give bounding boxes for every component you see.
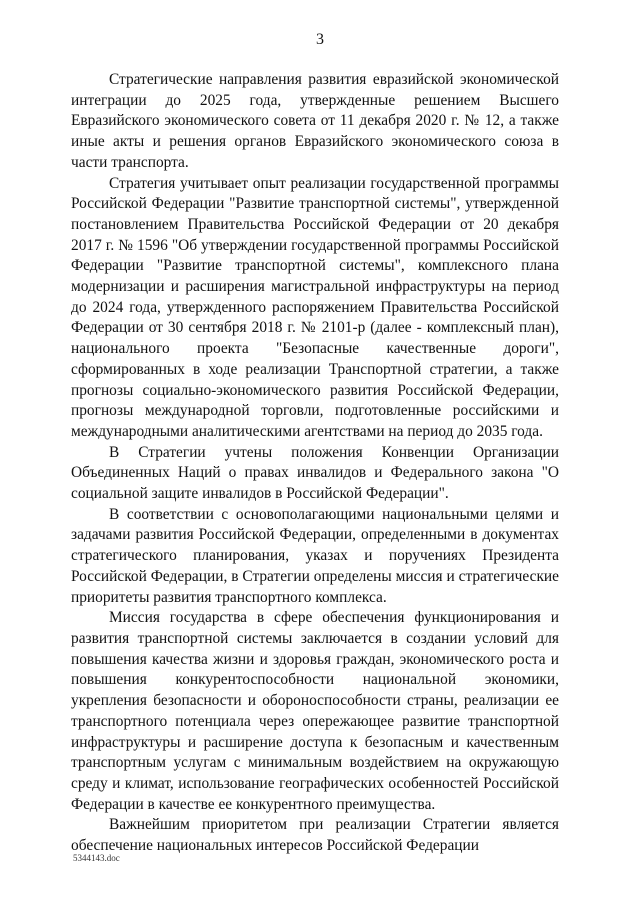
paragraph-national-goals: В соответствии с основополагающими национальными целями и задачами развития Российской Федерации, определенными в документах стратегического планирования, указах и поручениях Президента Российской Федерации, в Стратегии определены миссия и стратегические приоритеты развития транспортного комплекса. [71, 505, 559, 606]
document-body [71, 70, 559, 857]
paragraph-state-mission: Миссия государства в сфере обеспечения функционирования и развития транспортной системы заключается в создании условий для повышения качества жизни и здоровья граждан, экономического роста и повышения конкурентоспособности национальной экономики, укрепления безопасности и обороноспособности страны, реализации ее транспортного потенциала через опережающее развитие транспортной инфраструктуры и расширение доступа к безопасным и качественным транспортным услугам с минимальным воздействием на окружающую среду и климат, использование географических особенностей Российской Федерации в качестве ее конкурентного преимущества. [71, 609, 559, 813]
paragraph-priority: Важнейшим приоритетом при реализации Стратегии является обеспечение национальных интересов Российской Федерации [71, 816, 559, 855]
paragraph-un-convention: В Стратегии учтены положения Конвенции Организации Объединенных Наций о правах инвалидов и Федерального закона "О социальной защите инвалидов в Российской Федерации". [71, 443, 559, 503]
footer-document-code: 5344143.doc [73, 853, 120, 863]
paragraph-strategy-experience: Стратегия учитывает опыт реализации государственной программы Российской Федерации "Развитие транспортной системы", утвержденной постановлением Правительства Российской Федерации от 20 декабря 2017 г. № 1596 "Об утверждении государственной программы Российской Федерации "Развитие транспортной системы", комплексного плана модернизации и расширения магистральной инфраструктуры на период до 2024 года, утвержденного распоряжением Правительства Российской Федерации от 30 сентября 2018 г. № 2101-р (далее - комплексный план), национального проекта "Безопасные качественные дороги", сформированных в ходе реализации Транспортной стратегии, а также прогнозы социально-экономического развития Российской Федерации, прогнозы международной торговли, подготовленные российскими и международными аналитическими агентствами на период до 2035 года. [71, 174, 559, 440]
page-number: 3 [316, 31, 324, 48]
paragraph-eurasian-integration: Стратегические направления развития евразийской экономической интеграции до 2025 года, утвержденные решением Высшего Евразийского экономического совета от 11 декабря 2020 г. № 12, а также иные акты и решения органов Евразийского экономического союза в части транспорта. [71, 71, 559, 171]
